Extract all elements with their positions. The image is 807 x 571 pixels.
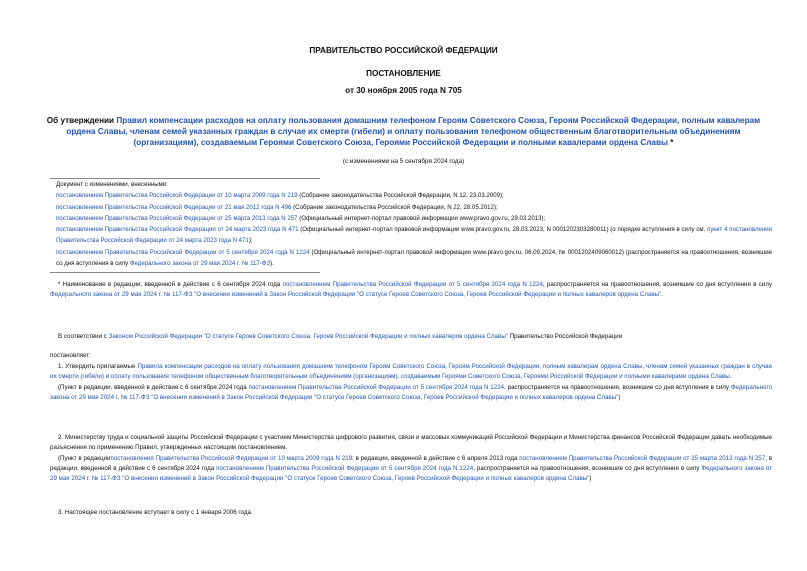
change-link-2023[interactable]: постановлением Правительства Российской Федерации от 24 марта 2023 года N 471 bbox=[56, 226, 299, 234]
changes-bottom-rule bbox=[50, 272, 320, 273]
title-prefix: Об утверждении bbox=[46, 116, 117, 125]
amended-note: (с изменениями на 5 сентября 2024 года) bbox=[342, 158, 465, 165]
rules-title-link[interactable]: Правил компенсации расходов на оплату пользования домашним телефоном Героям Советского Союза, Героям Российской Федерации, полным кавалерам ордена Славы, членам семей указанных граждан в случае их смерти (гибели) и оплату пользования телефоном общественным благотворительным объединениям (организациям), создаваемым Героями Советского Союза, Героями Российской Федерации и полными кавалерами ордена Славы bbox=[66, 116, 761, 147]
document-date-number: от 30 ноября 2005 года N 705 bbox=[345, 86, 462, 95]
government-heading: ПРАВИТЕЛЬСТВО РОССИЙСКОЙ ФЕДЕРАЦИИ bbox=[309, 46, 498, 55]
footnote-law-link[interactable]: Федерального закона от 29 мая 2024 г. № 117-ФЗ "О внесении изменений в Закон Российской Федерации "О статусе Героев Советского Союза, Героев Российской Федерации и полных кавалеров ордена Славы" bbox=[50, 291, 662, 299]
footnote-decree-link[interactable]: постановлением Правительства Российской Федерации от 5 сентября 2024 года N 1224 bbox=[282, 281, 543, 288]
item1-note-decree-link[interactable]: постановлением Правительства Российской Федерации от 5 сентября 2024 года N 1224 bbox=[248, 383, 505, 391]
item2-note-link-2024[interactable]: постановлением Правительства Российской Федерации от 5 сентября 2024 года N 1224 bbox=[216, 464, 474, 472]
preamble: В соответствии с Законом Российской Федерации "О статусе Героев Советского Союза, Героев Российской Федерации и полных кавалеров ордена Славы" Правительство Российской Федерации bbox=[58, 333, 623, 340]
item-3: 3. Настоящее постановление вступает в силу с 1 января 2006 года. bbox=[58, 509, 253, 516]
preamble-law-link[interactable]: Законом Российской Федерации "О статусе Героев Советского Союза, Героев Российской Федерации и полных кавалеров ордена Славы" bbox=[108, 333, 508, 340]
change-link-2013[interactable]: постановлением Правительства Российской Федерации от 25 марта 2013 года N 257 bbox=[56, 214, 298, 222]
change-link-2012[interactable]: постановлением Правительства Российской Федерации от 21 мая 2012 года N 496 bbox=[56, 203, 292, 211]
document-type: ПОСТАНОВЛЕНИЕ bbox=[366, 69, 441, 78]
decrees-word: постановляет: bbox=[50, 352, 91, 359]
changes-list bbox=[50, 178, 772, 269]
title-footnote-mark: * bbox=[668, 138, 674, 147]
item1-rules-link[interactable]: Правила компенсации расходов на оплату пользования домашним телефоном Героям Советского Союза, Героям Российской Федерации, полным кавалерам ордена Славы, членам семей указанных граждан в случае их смерти (гибели) и оплату пользования телефоном общественным благотворительным объединениям (организациям), создаваемым Героями Советского Союза, Героями Российской Федерации и полными кавалерами ордена Славы bbox=[50, 363, 773, 381]
item2-note-link-2009[interactable]: постановления Правительства Российской Федерации от 10 марта 2009 года N 219 bbox=[110, 454, 353, 462]
item2-note-law-link[interactable]: Федерального закона от 29 мая 2024 г. № 117-ФЗ "О внесении изменений в Закон Российской Федерации "О статусе Героев Советского Союза, Героев Российской Федерации и полных кавалеров ордена Славы" bbox=[50, 464, 772, 483]
change-item: постановлением Правительства Российской Федерации от 10 марта 2009 года N 219 (Собрание законодательства Российской Федерации, N 12, 23.03.2009); bbox=[56, 192, 504, 200]
item1-note-law-link[interactable]: Федерального закона от 29 мая 2024 г. № 117-ФЗ "О внесении изменений в Закон Российской Федерации "О статусе Героев Советского Союза, Героев Российской Федерации и полных кавалеров ордена Славы" bbox=[50, 383, 773, 401]
change-item: постановлением Правительства Российской Федерации от 21 мая 2012 года N 496 (Собрание законодательства Российской Федерации, N 22, 28.05.2012); bbox=[56, 203, 498, 211]
change-link-2009[interactable]: постановлением Правительства Российской Федерации от 10 марта 2009 года N 219 bbox=[56, 192, 298, 200]
changes-heading: Документ с изменениями, внесенными: bbox=[56, 181, 168, 188]
change-item: постановлением Правительства Российской Федерации от 25 марта 2013 года N 257 (Официальный интернет-портал правовой информации www.pravo.gov.ru, 29.03.2013); bbox=[56, 214, 546, 222]
change-link-2023-item4[interactable]: пункт 4 постановления Правительства Российской Федерации от 24 марта 2023 года N 471 bbox=[56, 226, 772, 245]
change-item: постановлением Правительства Российской Федерации от 5 сентября 2024 года N 1224 (Официальный интернет-портал правовой информации www.pravo.gov.ru, 06.09.2024, № 0001202409060012) (распространяется на правоотношения, возникшие со дня вступления в силу Федерального закона от 29 мая 2024 г. № 117-ФЗ). bbox=[56, 248, 772, 268]
item-1: 1. Утвердить прилагаемые Правила компенсации расходов на оплату пользования домашним телефоном Героям Советского Союза, Героям Российской Федерации, полным кавалерам ордена Славы, членам семей указанных граждан в случае их смерти (гибели) и оплату пользования телефоном общественным благотворительным объединениям (организациям), создаваемым Героями Советского Союза, Героями Российской Федерации и полными кавалерами ордена Славы. (Пункт в редакции, введенной в действие с 6 сентября 2024 года постановлением Правительства Российской Федерации от 5 сентября 2024 года N 1224, распространяется на правоотношения, возникшие со дня вступления в силу Федерального закона от 29 мая 2024 г. № 117-ФЗ "О внесении изменений в Закон Российской Федерации "О статусе Героев Советского Союза, Героев Российской Федерации и полных кавалеров ордена Славы") bbox=[50, 363, 773, 401]
document-title bbox=[40, 115, 767, 148]
footnote: * Наименование в редакции, введенной в действие с 6 сентября 2024 года постановлением Правительства Российской Федерации от 5 сентября 2024 года N 1224, распространяется на правоотношения, возникшие со дня вступления в силу Федерального закона от 29 мая 2024 г. № 117-ФЗ "О внесении изменений в Закон Российской Федерации "О статусе Героев Советского Союза, Героев Российской Федерации и полных кавалеров ордена Славы". bbox=[50, 281, 773, 299]
change-item: постановлением Правительства Российской Федерации от 24 марта 2023 года N 471 (Официальный интернет-портал правовой информации www.pravo.gov.ru, 28.03.2023, N 0001202303280011) (о порядке вступления в силу см. пункт 4 постановления Правительства Российской Федерации от 24 марта 2023 года N 471); bbox=[56, 226, 772, 245]
federal-law-link[interactable]: Федерального закона от 29 мая 2024 г. № 117-ФЗ bbox=[129, 260, 271, 268]
item-2: 2. Министерству труда и социальной защиты Российской Федерации с участием Министерства цифрового развития, связи и массовых коммуникаций Российской Федерации и Министерства финансов Российской Федерации давать необходимые разъяснения по применению Правил, утвержденных настоящим постановлением. (Пункт в редакциипостановления Правительства Российской Федерации от 10 марта 2009 года N 219; в редакции, введенной в действие с 6 апреля 2013 года постановлением Правительства Российской Федерации от 25 марта 2013 года N 257; в редакции, введенной в действие с 6 сентября 2024 года постановлением Правительства Российской Федерации от 5 сентября 2024 года N 1224, распространяется на правоотношения, возникшие со дня вступления в силу Федерального закона от 29 мая 2024 г. № 117-ФЗ "О внесении изменений в Закон Российской Федерации "О статусе Героев Советского Союза, Героев Российской Федерации и полных кавалеров ордена Славы") bbox=[50, 434, 772, 483]
change-link-2024[interactable]: постановлением Правительства Российской Федерации от 5 сентября 2024 года N 1224 bbox=[56, 248, 310, 256]
item2-note-link-2013[interactable]: постановлением Правительства Российской Федерации от 25 марта 2013 года N 257 bbox=[519, 454, 766, 462]
